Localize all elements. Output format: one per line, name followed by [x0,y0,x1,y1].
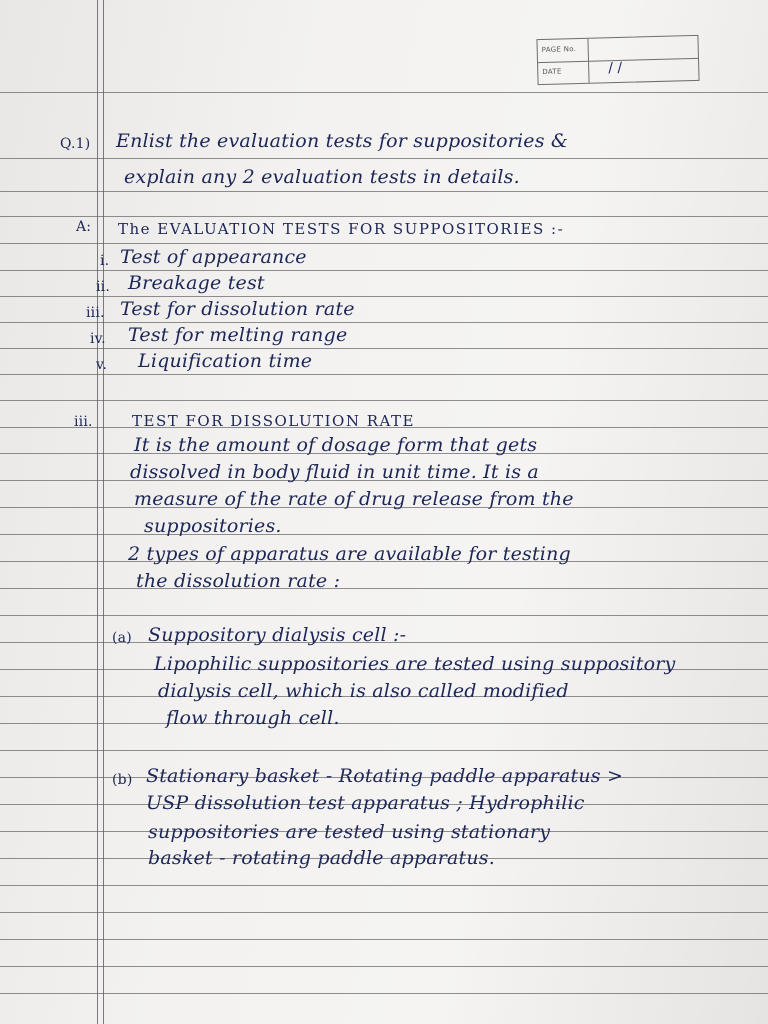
paragraph-line: USP dissolution test apparatus ; Hydrophilic [146,792,585,814]
margin-line-left [97,0,98,1024]
page-no-label: PAGE No. [541,45,577,54]
date-value: / / [608,59,623,77]
section-heading: TEST FOR DISSOLUTION RATE [132,412,415,430]
sub-item-heading: Suppository dialysis cell :- [148,624,407,646]
answer-label: A: [76,219,92,235]
section-number: iii. [74,414,93,430]
paragraph-line: It is the amount of dosage form that gets [134,434,538,456]
question-line-1: Enlist the evaluation tests for suppositories & [116,130,569,152]
list-item-number: ii. [96,279,111,295]
list-item: Test for melting range [128,324,348,346]
paragraph-line: dialysis cell, which is also called modified [158,680,569,702]
list-item-number: v. [96,357,108,373]
paragraph-line: suppositories. [144,515,282,537]
list-item: Test of appearance [120,246,307,268]
paragraph-line: dissolved in body fluid in unit time. It is a [130,461,539,483]
margin-line-left-inner [103,0,104,1024]
question-number: Q.1) [60,136,91,152]
sub-item-heading: Stationary basket - Rotating paddle apparatus > [146,765,624,787]
list-item: Test for dissolution rate [120,298,355,320]
list-item-number: iv. [90,331,106,347]
list-item-number: i. [100,253,110,269]
paragraph-line: Lipophilic suppositories are tested using suppository [154,653,676,675]
list-item-number: iii. [86,305,105,321]
paragraph-line: measure of the rate of drug release from the [134,488,574,510]
paragraph-line: 2 types of apparatus are available for testing [128,543,571,565]
answer-heading: The EVALUATION TESTS FOR SUPPOSITORIES :- [118,220,565,238]
paragraph-line: the dissolution rate : [136,570,341,592]
list-item: Liquification time [138,350,313,372]
paragraph-line: basket - rotating paddle apparatus. [148,847,495,869]
sub-item-label: (b) [112,772,133,788]
date-label: DATE [542,67,562,76]
sub-item-label: (a) [112,630,132,646]
paragraph-line: suppositories are tested using stationary [148,821,551,843]
page-header-box [536,35,699,85]
list-item: Breakage test [128,272,265,294]
paragraph-line: flow through cell. [166,707,340,729]
question-line-2: explain any 2 evaluation tests in details. [124,166,520,188]
